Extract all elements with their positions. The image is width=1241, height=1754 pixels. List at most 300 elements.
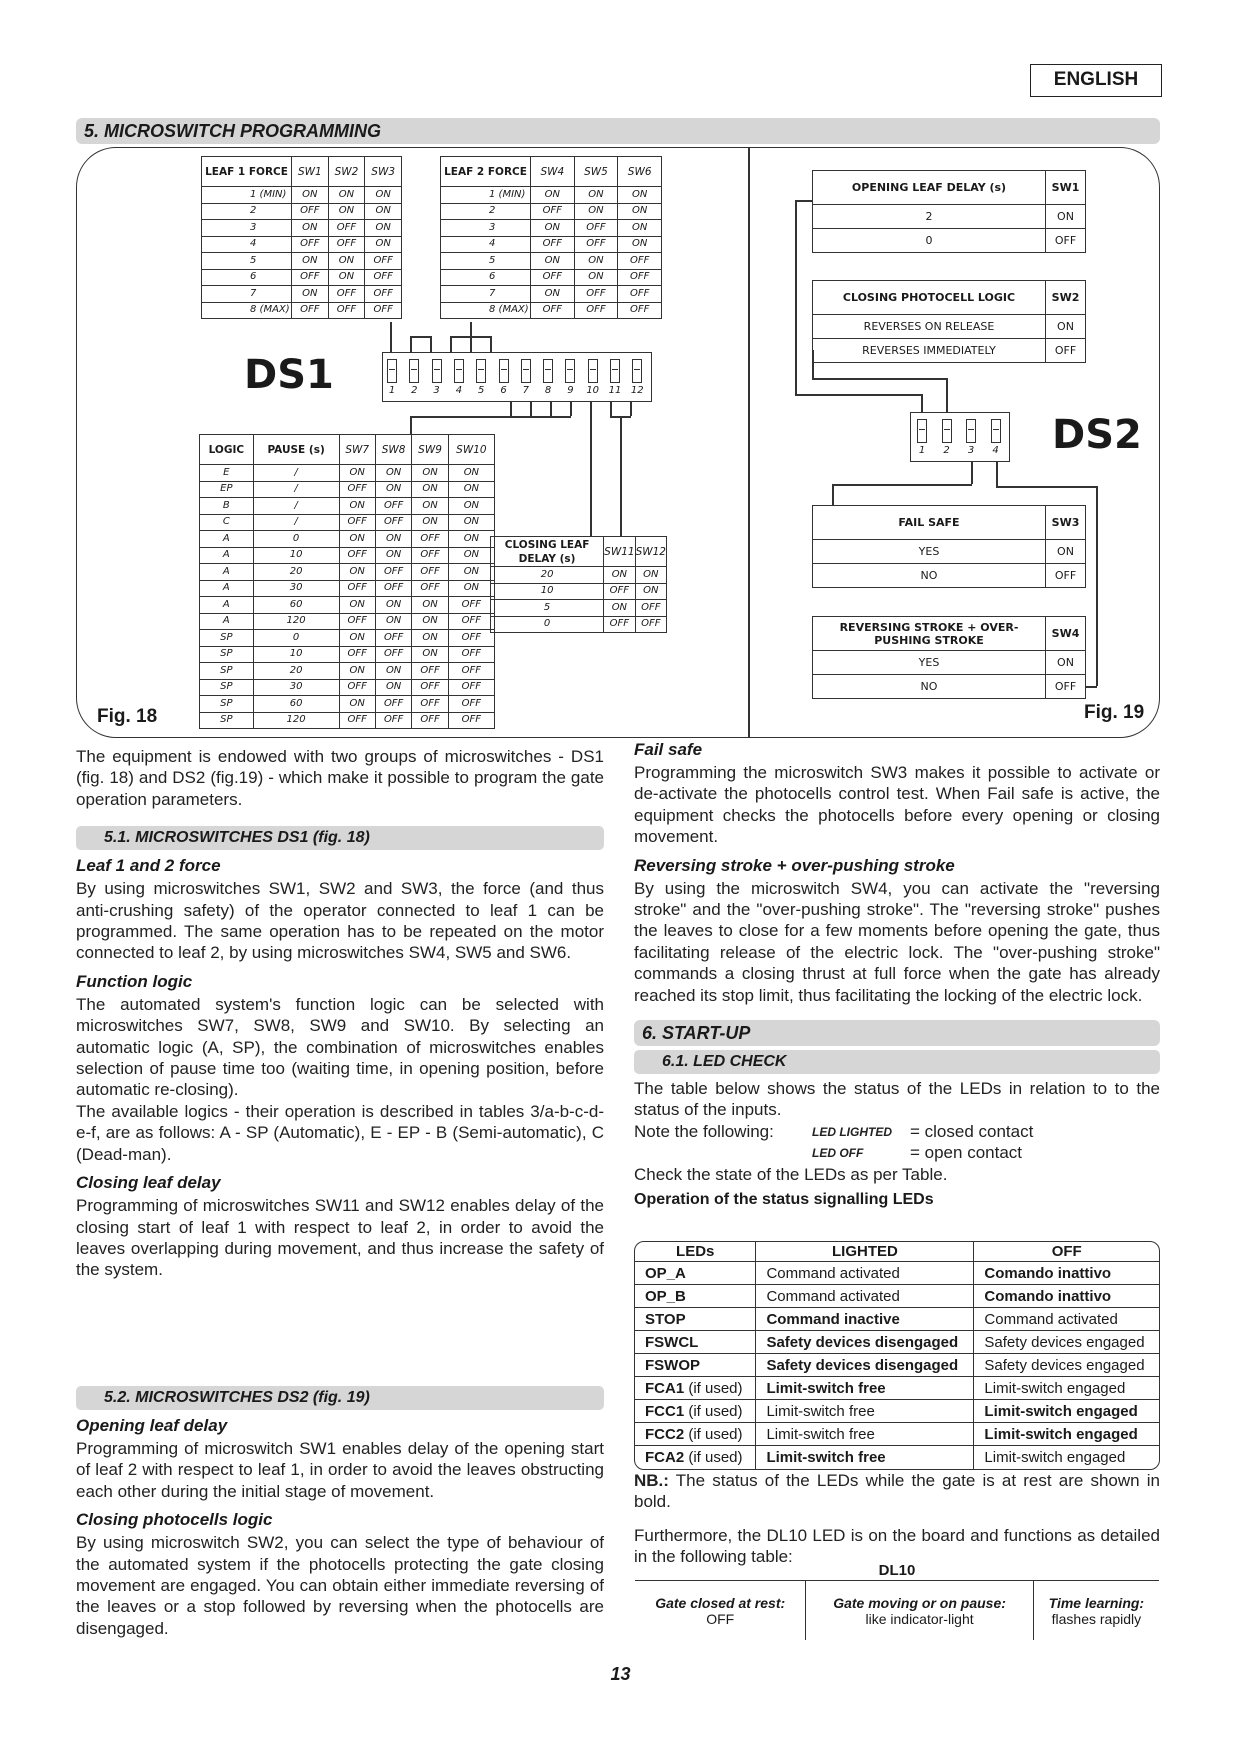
- table-header-row: [635, 1561, 1160, 1581]
- table-cell: 60: [253, 696, 339, 713]
- dl10-state-value: like indicator-light: [865, 1610, 974, 1627]
- led-off-cell: Comando inattivo: [974, 1262, 1159, 1285]
- table-cell: 20: [253, 663, 339, 680]
- table-cell: ON: [531, 253, 575, 270]
- dl10-cell: [635, 1581, 806, 1641]
- table-cell: ON: [292, 220, 329, 237]
- table-header-row: [200, 435, 495, 465]
- fig18-label: Fig. 18: [97, 706, 158, 727]
- table-cell: REVERSES IMMEDIATELY: [813, 339, 1046, 363]
- table-cell: ON: [339, 564, 375, 581]
- table-row: [441, 269, 662, 286]
- table-cell: ON: [448, 498, 494, 515]
- table-cell: OFF: [448, 613, 494, 630]
- table-row: [441, 286, 662, 303]
- table-cell: OFF: [328, 302, 365, 319]
- table-row: [441, 302, 662, 319]
- table-row: [491, 567, 667, 584]
- dip-switch-lever: [610, 359, 620, 383]
- table-header-cell: SW9: [412, 435, 448, 465]
- table-cell: A: [200, 613, 254, 630]
- table-cell: ON: [375, 481, 411, 498]
- table-row: [441, 203, 662, 220]
- table-cell: ON: [618, 203, 662, 220]
- table-cell: OFF: [339, 547, 375, 564]
- table-row: [635, 1262, 1159, 1285]
- dl10-state-label: Time learning:: [1048, 1594, 1145, 1611]
- nb-label: NB.:: [634, 1471, 669, 1490]
- table-cell: ON: [604, 567, 635, 584]
- leaf1-force-table: [201, 156, 402, 319]
- table-cell: 2: [441, 203, 531, 220]
- table-cell: ON: [375, 465, 411, 482]
- table-cell: 120: [253, 712, 339, 729]
- table-row: [813, 229, 1086, 253]
- table-cell: 3: [441, 220, 531, 237]
- fail-safe-text: Programming the microswitch SW3 makes it possible to activate or de-activate the photocells control test. When Fail safe is active, the equipment checks the photocells before every opening or closing movement.: [634, 763, 1160, 847]
- table-cell: 4: [202, 236, 292, 253]
- table-row: [441, 236, 662, 253]
- ds1-dip-switch: [382, 352, 652, 402]
- table-cell: ON: [365, 220, 402, 237]
- section-5-1: 5.1. MICROSWITCHES DS1 (fig. 18): [76, 826, 604, 850]
- led-off-cell: Command activated: [974, 1308, 1159, 1331]
- table-cell: ON: [412, 481, 448, 498]
- table-cell: OFF: [574, 302, 618, 319]
- table-cell: ON: [375, 613, 411, 630]
- table-row: [202, 203, 402, 220]
- table-cell: ON: [339, 696, 375, 713]
- dip-switch-number: 12: [630, 385, 644, 396]
- table-cell: 60: [253, 597, 339, 614]
- table-cell: ON: [412, 613, 448, 630]
- dl10-table: [634, 1560, 1160, 1641]
- table-row: [635, 1331, 1159, 1354]
- table-cell: OFF: [448, 696, 494, 713]
- ds2-label: DS2: [1052, 412, 1142, 458]
- table-row: [202, 253, 402, 270]
- table-row: [200, 481, 495, 498]
- table-cell: 7: [441, 286, 531, 303]
- table-row: [202, 187, 402, 204]
- table-cell: 5: [202, 253, 292, 270]
- table-header-cell: SW3: [365, 157, 402, 187]
- dip-switch-number: 1: [918, 445, 926, 456]
- section-5-2: 5.2. MICROSWITCHES DS2 (fig. 19): [76, 1386, 604, 1410]
- dl10-title: DL10: [878, 1562, 916, 1579]
- dip-switch-lever: [409, 359, 419, 383]
- led-name: FCC2: [645, 1425, 685, 1443]
- table-cell: OFF: [531, 236, 575, 253]
- led-off-cell: Safety devices engaged: [974, 1354, 1159, 1377]
- led-name-cell: [635, 1285, 756, 1308]
- table-header-cell: SW7: [339, 435, 375, 465]
- table-cell: OFF: [375, 712, 411, 729]
- table-cell: E: [200, 465, 254, 482]
- table-cell: ON: [574, 203, 618, 220]
- table-row: [813, 315, 1086, 339]
- reversing-stroke-text: By using the microswitch SW4, you can activate the "reversing stroke" and the "over-pushing stroke". The "reversing stroke" pushes the leaves to close for a few moments before opening the gate, thus facilitating release of the electric lock. The "over-pushing stroke" commands a closing thrust at full force when the gate has already reached its stop limit, thus facilitating the locking of the electric lock.: [634, 878, 1160, 1005]
- table-cell: OFF: [375, 630, 411, 647]
- table-header-row: [813, 617, 1086, 651]
- dl10-intro-text: Furthermore, the DL10 LED is on the board and functions as detailed in the following table:: [634, 1525, 1160, 1567]
- led-name: FCA2: [645, 1449, 685, 1466]
- table-cell: ON: [1046, 205, 1086, 229]
- dip-switch-lever: [387, 359, 397, 383]
- table-cell: ON: [448, 580, 494, 597]
- dip-switch-number: 10: [586, 385, 600, 396]
- dip-switch-number: 7: [522, 385, 529, 396]
- table-cell: ON: [365, 203, 402, 220]
- table-header-row: [813, 506, 1086, 540]
- table-cell: OFF: [328, 236, 365, 253]
- table-header-row: [491, 537, 667, 567]
- dip-switch-number: 2: [943, 445, 950, 456]
- table-header-cell: SW10: [448, 435, 494, 465]
- table-cell: ON: [375, 679, 411, 696]
- table-row: [200, 696, 495, 713]
- table-cell: 0: [253, 531, 339, 548]
- led-name-cell: [635, 1377, 756, 1400]
- reversing-stroke-table: [812, 616, 1086, 699]
- nb-text: The status of the LEDs while the gate is at rest are shown in bold.: [634, 1471, 1160, 1512]
- table-cell: ON: [448, 564, 494, 581]
- led-name: FSWCL: [645, 1333, 699, 1351]
- dip-switch-lever: [565, 359, 575, 383]
- table-row: [491, 600, 667, 617]
- led-off-cell: Comando inattivo: [974, 1285, 1159, 1308]
- table-row: [200, 630, 495, 647]
- table-cell: OFF: [292, 236, 329, 253]
- led-name: FCC1: [645, 1402, 685, 1420]
- table-cell: SP: [200, 663, 254, 680]
- table-cell: ON: [574, 269, 618, 286]
- table-cell: OFF: [618, 269, 662, 286]
- table-cell: OFF: [339, 646, 375, 663]
- led-name: FSWOP: [645, 1356, 700, 1374]
- table-header-cell: SW3: [1046, 506, 1086, 540]
- language-label: ENGLISH: [1030, 64, 1162, 97]
- table-cell: OFF: [292, 203, 329, 220]
- table-row: [813, 564, 1086, 588]
- table-cell: OFF: [412, 679, 448, 696]
- check-text: Check the state of the LEDs as per Table.: [634, 1164, 948, 1184]
- table-cell: OFF: [365, 302, 402, 319]
- led-name-cell: [635, 1331, 756, 1354]
- led-suffix: (if used): [684, 1402, 743, 1420]
- table-cell: OFF: [604, 616, 635, 633]
- table-header-cell: SW5: [574, 157, 618, 187]
- table-cell: ON: [328, 187, 365, 204]
- dip-switch-number: 6: [500, 385, 507, 396]
- led-lighted-label: LED LIGHTED: [812, 1124, 892, 1139]
- table-cell: OFF: [618, 253, 662, 270]
- table-cell: OFF: [1046, 339, 1086, 363]
- led-off-cell: Limit-switch engaged: [974, 1423, 1159, 1446]
- table-cell: SP: [200, 696, 254, 713]
- table-row: [491, 583, 667, 600]
- table-cell: OFF: [365, 286, 402, 303]
- led-name: OP_A: [645, 1264, 686, 1282]
- table-row: [200, 547, 495, 564]
- table-cell: OFF: [531, 302, 575, 319]
- table-row: [635, 1581, 1160, 1641]
- table-header-cell: SW12: [635, 537, 666, 567]
- table-cell: ON: [412, 646, 448, 663]
- table-cell: 10: [253, 646, 339, 663]
- led-name: FCA1: [645, 1379, 685, 1397]
- table-cell: OFF: [448, 663, 494, 680]
- table-cell: ON: [328, 269, 365, 286]
- table-cell: 3: [202, 220, 292, 237]
- table-cell: A: [200, 597, 254, 614]
- table-cell: ON: [339, 630, 375, 647]
- table-cell: ON: [292, 187, 329, 204]
- table-cell: ON: [365, 236, 402, 253]
- table-cell: 2: [202, 203, 292, 220]
- led-lighted-cell: Command activated: [756, 1262, 974, 1285]
- table-cell: 0: [813, 229, 1046, 253]
- table-cell: ON: [375, 597, 411, 614]
- table-header-cell: SW2: [1046, 281, 1086, 315]
- dip-switch-lever: [588, 359, 598, 383]
- table-header-cell: SW11: [604, 537, 635, 567]
- table-cell: ON: [531, 187, 575, 204]
- table-cell: /: [253, 498, 339, 515]
- dl10-state-label: Gate closed at rest:: [655, 1594, 786, 1611]
- table-row: [441, 220, 662, 237]
- table-cell: OFF: [635, 616, 666, 633]
- table-cell: A: [200, 564, 254, 581]
- section-title-6: 6. START-UP: [634, 1020, 1160, 1046]
- table-cell: OFF: [574, 220, 618, 237]
- table-cell: ON: [1046, 540, 1086, 564]
- table-header-cell: FAIL SAFE: [813, 506, 1046, 540]
- led-off-cell: Limit-switch engaged: [974, 1400, 1159, 1423]
- dip-switch-number: 11: [608, 385, 622, 396]
- led-off-cell: Limit-switch engaged: [984, 1449, 1126, 1466]
- table-cell: ON: [292, 253, 329, 270]
- table-cell: OFF: [375, 580, 411, 597]
- table-cell: ON: [339, 498, 375, 515]
- table-cell: OFF: [328, 286, 365, 303]
- heading-leaf-force: Leaf 1 and 2 force: [76, 856, 221, 876]
- table-header-row: [441, 157, 662, 187]
- dip-switch-lever: [476, 359, 486, 383]
- table-cell: SP: [200, 679, 254, 696]
- dip-switch-lever: [942, 419, 952, 443]
- table-row: [491, 616, 667, 633]
- closing-photocell-logic-table: [812, 280, 1086, 363]
- table-cell: A: [200, 547, 254, 564]
- table-row: [200, 531, 495, 548]
- table-cell: ON: [1046, 315, 1086, 339]
- table-cell: OFF: [292, 269, 329, 286]
- table-cell: 7: [202, 286, 292, 303]
- table-cell: OFF: [448, 646, 494, 663]
- table-cell: OFF: [531, 203, 575, 220]
- table-header-cell: PAUSE (s): [253, 435, 339, 465]
- table-cell: /: [253, 481, 339, 498]
- led-lighted-cell: Command inactive: [756, 1308, 974, 1331]
- dip-switch-number: 2: [411, 385, 418, 396]
- dip-switch-number: 4: [992, 445, 999, 456]
- table-header-row: [813, 281, 1086, 315]
- led-table-title: Operation of the status signalling LEDs: [634, 1191, 934, 1209]
- table-cell: 5: [491, 600, 604, 617]
- table-cell: ON: [618, 220, 662, 237]
- table-cell: OFF: [339, 712, 375, 729]
- table-header-cell: LEAF 1 FORCE: [202, 157, 292, 187]
- led-suffix: (if used): [684, 1379, 743, 1397]
- dip-switch-lever: [454, 359, 464, 383]
- led-lighted-cell: Safety devices disengaged: [756, 1331, 974, 1354]
- table-row: [441, 187, 662, 204]
- table-row: [202, 269, 402, 286]
- table-cell: ON: [618, 236, 662, 253]
- dip-switch-number: 3: [433, 385, 440, 396]
- dip-switch-lever: [917, 419, 927, 443]
- table-cell: ON: [375, 547, 411, 564]
- table-header-cell: LEAF 2 FORCE: [441, 157, 531, 187]
- table-header-cell: SW1: [1046, 171, 1086, 205]
- table-row: [200, 613, 495, 630]
- table-cell: B: [200, 498, 254, 515]
- led-off-cell: Safety devices engaged: [974, 1331, 1159, 1354]
- dl10-state-value: OFF: [706, 1610, 735, 1627]
- table-row: [200, 646, 495, 663]
- dip-switch-lever: [521, 359, 531, 383]
- table-row: [200, 580, 495, 597]
- table-cell: OFF: [339, 613, 375, 630]
- led-lighted-cell: Limit-switch free: [756, 1446, 974, 1469]
- table-cell: OFF: [448, 597, 494, 614]
- led-off-label: LED OFF: [812, 1145, 864, 1160]
- table-cell: OFF: [635, 600, 666, 617]
- opening-leaf-delay-table: [812, 170, 1086, 253]
- table-cell: A: [200, 580, 254, 597]
- table-row: [635, 1446, 1159, 1469]
- table-cell: OFF: [448, 630, 494, 647]
- table-cell: A: [200, 531, 254, 548]
- table-cell: ON: [574, 187, 618, 204]
- heading-closing-photocells: Closing photocells logic: [76, 1510, 273, 1530]
- table-cell: OFF: [1046, 229, 1086, 253]
- table-cell: ON: [448, 481, 494, 498]
- table-row: [813, 675, 1086, 699]
- led-lighted-cell: Safety devices disengaged: [756, 1354, 974, 1377]
- heading-fail-safe: Fail safe: [634, 740, 703, 759]
- led-name: STOP: [645, 1310, 686, 1328]
- table-row: [200, 514, 495, 531]
- table-row: [200, 663, 495, 680]
- dip-switch-number: 4: [455, 385, 463, 396]
- table-cell: ON: [339, 465, 375, 482]
- table-cell: 6: [202, 269, 292, 286]
- table-header-cell: CLOSING LEAF DELAY (s): [491, 537, 604, 567]
- fig19-label: Fig. 19: [1084, 702, 1145, 723]
- table-cell: 30: [253, 580, 339, 597]
- leaf2-force-table: [440, 156, 662, 319]
- led-name-cell: [635, 1446, 756, 1469]
- table-header-cell: SW8: [375, 435, 411, 465]
- table-cell: ON: [635, 567, 666, 584]
- led-name: OP_B: [645, 1287, 686, 1305]
- table-row: [813, 651, 1086, 675]
- opening-leaf-delay-text: Programming of microswitch SW1 enables delay of the opening start of leaf 2 with respect to leaf 1, in order to avoid the leaves obstructing each other during the initial stage of movement.: [76, 1439, 604, 1501]
- table-cell: OFF: [375, 498, 411, 515]
- table-header-cell: SW4: [1046, 617, 1086, 651]
- table-cell: OFF: [412, 564, 448, 581]
- table-row: [813, 205, 1086, 229]
- table-cell: ON: [339, 597, 375, 614]
- ds1-label: DS1: [244, 352, 334, 398]
- dip-switch-lever: [991, 419, 1001, 443]
- table-cell: OFF: [339, 481, 375, 498]
- table-row: [202, 286, 402, 303]
- table-cell: ON: [574, 253, 618, 270]
- table-cell: OFF: [448, 712, 494, 729]
- table-cell: OFF: [365, 269, 402, 286]
- table-cell: ON: [328, 203, 365, 220]
- table-cell: 4: [441, 236, 531, 253]
- table-cell: ON: [339, 663, 375, 680]
- table-header-cell: CLOSING PHOTOCELL LOGIC: [813, 281, 1046, 315]
- table-cell: OFF: [448, 679, 494, 696]
- dip-switch-lever: [432, 359, 442, 383]
- table-cell: ON: [531, 286, 575, 303]
- table-cell: ON: [328, 253, 365, 270]
- table-cell: 10: [253, 547, 339, 564]
- led-name-cell: [635, 1354, 756, 1377]
- table-row: [813, 540, 1086, 564]
- heading-reversing-stroke: Reversing stroke + over-pushing stroke: [634, 855, 955, 875]
- table-row: [635, 1377, 1159, 1400]
- table-header-row: [202, 157, 402, 187]
- table-cell: ON: [412, 514, 448, 531]
- table-cell: OFF: [618, 286, 662, 303]
- table-cell: 5: [441, 253, 531, 270]
- table-cell: OFF: [365, 253, 402, 270]
- table-cell: OFF: [412, 663, 448, 680]
- led-suffix: (if used): [684, 1425, 743, 1443]
- ds2-dip-switch: [910, 412, 1010, 462]
- table-cell: ON: [448, 465, 494, 482]
- table-cell: OFF: [375, 696, 411, 713]
- table-cell: YES: [813, 540, 1046, 564]
- closing-leaf-delay-text: Programming of microswitches SW11 and SW12 enables delay of the closing start of leaf 1 with respect to leaf 2, in order to avoid the leaves overlapping during movement, and thus increase the safety of the system.: [76, 1196, 604, 1280]
- table-cell: ON: [531, 220, 575, 237]
- table-row: [635, 1308, 1159, 1331]
- table-cell: ON: [412, 630, 448, 647]
- table-cell: 0: [253, 630, 339, 647]
- table-header-row: [635, 1242, 1159, 1262]
- page-number: 13: [610, 1664, 631, 1684]
- dip-switch-number: 9: [567, 385, 574, 396]
- table-cell: 8 (MAX): [441, 302, 531, 319]
- table-cell: ON: [635, 583, 666, 600]
- table-cell: 8 (MAX): [202, 302, 292, 319]
- table-cell: YES: [813, 651, 1046, 675]
- table-row: [200, 597, 495, 614]
- table-cell: 2: [813, 205, 1046, 229]
- led-name-cell: [635, 1308, 756, 1331]
- table-cell: OFF: [328, 220, 365, 237]
- dip-switch-lever: [543, 359, 553, 383]
- note-label: Note the following:: [634, 1121, 774, 1141]
- table-header-cell: OPENING LEAF DELAY (s): [813, 171, 1046, 205]
- led-lighted-cell: Limit-switch free: [756, 1400, 974, 1423]
